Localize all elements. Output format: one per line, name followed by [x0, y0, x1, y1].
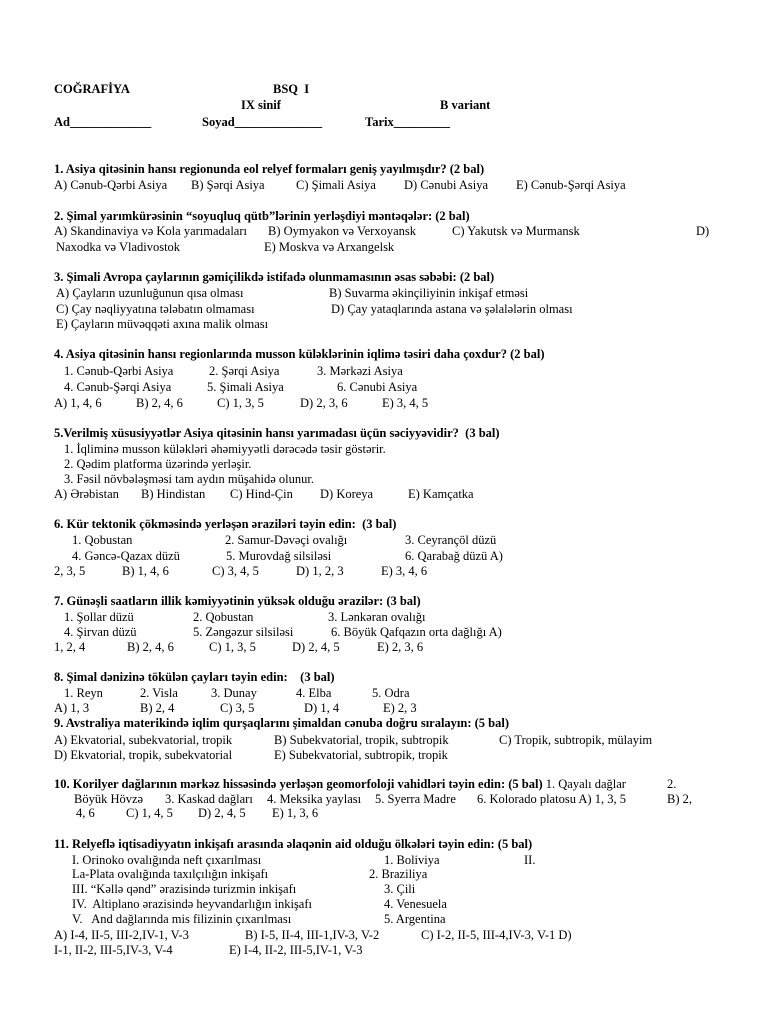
q6-item-4: 4. Gəncə-Qazax düzü: [72, 549, 180, 563]
q7-item-5: 5. Zəngəzur silsiləsi: [193, 625, 294, 639]
q9-option-a: A) Ekvatorial, subekvatorial, tropik: [54, 733, 233, 747]
q5-item-3: 3. Fəsil növbələşməsi tam aydın müşahidə olunur.: [64, 472, 314, 486]
question-9-title: 9. Avstraliya materikində iqlim qurşaqlarını şimaldan cənuba doğru sıralayın: (5 bal): [54, 716, 510, 730]
q10-item-2: Böyük Hövzə: [74, 792, 144, 806]
q10-option-d: D) 2, 4, 5: [198, 806, 246, 820]
date-field: Tarix_________: [365, 115, 450, 129]
question-6-title: 6. Kür tektonik çökməsində yerləşən əraziləri təyin edin: (3 bal): [54, 517, 397, 531]
q4-item-2: 2. Şərqi Asiya: [209, 364, 280, 378]
q2-option-c: C) Yakutsk və Murmansk: [452, 224, 580, 238]
q9-option-d: D) Ekvatorial, tropik, subekvatorial: [54, 748, 233, 762]
q11-right-3: 3. Çili: [384, 882, 416, 896]
q10-item-5: 5. Syerra Madre: [375, 792, 456, 806]
q11-left-3: III. “Kəllə qənd” ərazisində turizmin inkişafı: [72, 882, 297, 896]
q11-right-1: 1. Boliviya: [384, 853, 440, 867]
q5-option-e: E) Kamçatka: [408, 487, 474, 501]
question-5-title: 5.Verilmiş xüsusiyyətlər Asiya qitəsinin hansı yarımadası üçün səciyyəvidir? (3 bal): [54, 426, 500, 440]
q11-right-4: 4. Venesuela: [384, 897, 447, 911]
q9-option-b: B) Subekvatorial, tropik, subtropik: [274, 733, 449, 747]
q2-option-e: E) Moskva və Arxangelsk: [264, 240, 395, 254]
question-8-title: 8. Şimal dənizinə tökülən çayları təyin edin: (3 bal): [54, 670, 335, 684]
q4-item-3: 3. Mərkəzi Asiya: [317, 364, 403, 378]
q8-option-b: B) 2, 4: [140, 701, 175, 715]
q11-option-c: C) I-2, II-5, III-4,IV-3, V-1 D): [421, 928, 572, 942]
q11-option-d-text: I-1, II-2, III-5,IV-3, V-4: [54, 943, 173, 957]
question-11-title: 11. Relyeflə iqtisadiyyatın inkişafı arasında əlaqənin aid olduğu ölkələri təyin edin: (5 bal): [54, 837, 533, 851]
q7-item-6: 6. Böyük Qafqazın orta dağlığı A): [331, 625, 502, 639]
q1-option-c: C) Şimali Asiya: [296, 178, 376, 192]
q7-item-3: 3. Lənkəran ovalığı: [328, 610, 426, 624]
q1-option-a: A) Cənub-Qərbi Asiya: [54, 178, 168, 192]
q11-right-2: 2. Braziliya: [369, 867, 428, 881]
q6-option-b: B) 1, 4, 6: [122, 564, 169, 578]
q10-item-4: 4. Meksika yaylası: [267, 792, 362, 806]
q5-item-1: 1. İqliminə musson küləkləri əhəmiyyətli dərəcədə təsir göstərir.: [64, 442, 386, 456]
q7-item-1: 1. Şollar düzü: [64, 610, 134, 624]
question-4-title: 4. Asiya qitəsinin hansı regionlarında musson küləklərinin iqlimə təsiri daha çoxdur? (2 bal): [54, 347, 545, 361]
q11-left-1: I. Orinoko ovalığında neft çıxarılması: [72, 853, 262, 867]
q10-item-6: 6. Kolorado platosu A) 1, 3, 5: [477, 792, 626, 806]
q10-option-c: C) 1, 4, 5: [126, 806, 173, 820]
q9-option-e: E) Subekvatorial, subtropik, tropik: [274, 748, 448, 762]
q8-item-2: 2. Visla: [140, 686, 178, 700]
q4-item-6: 6. Cənubi Asiya: [337, 380, 418, 394]
q7-option-b: B) 2, 4, 6: [127, 640, 174, 654]
q6-item-3: 3. Ceyrançöl düzü: [405, 533, 497, 547]
question-10-line-1: [54, 777, 626, 792]
question-10-title: 10. Korilyer dağlarının mərkəz hissəsində yerləşən geomorfoloji vahidləri təyin edin: (5 bal): [54, 777, 543, 791]
q11-option-a: A) I-4, II-5, III-2,IV-1, V-3: [54, 928, 189, 942]
q7-option-c: C) 1, 3, 5: [209, 640, 256, 654]
q5-option-b: B) Hindistan: [141, 487, 206, 501]
q4-option-b: B) 2, 4, 6: [136, 396, 183, 410]
q3-option-b: B) Suvarma əkinçiliyinin inkişaf etməsi: [329, 286, 529, 300]
q3-option-e: E) Çayların müvəqqəti axına malik olması: [56, 317, 269, 331]
q11-left-5: V. And dağlarında mis filizinin çıxarılması: [72, 912, 292, 926]
q2-option-d-text: Naxodka və Vladivostok: [56, 240, 181, 254]
q6-option-c: C) 3, 4, 5: [212, 564, 259, 578]
q8-item-1: 1. Reyn: [64, 686, 103, 700]
q4-option-c: C) 1, 3, 5: [217, 396, 264, 410]
q8-item-3: 3. Dunay: [211, 686, 257, 700]
q5-item-2: 2. Qədim platforma üzərində yerləşir.: [64, 457, 252, 471]
test-name: BSQ I: [273, 82, 310, 96]
q5-option-c: C) Hind-Çin: [230, 487, 293, 501]
q2-option-b: B) Oymyakon və Verxoyansk: [268, 224, 417, 238]
question-7-title: 7. Günəşli saatların illik kəmiyyətinin yüksək olduğu ərazilər: (3 bal): [54, 594, 421, 608]
name-field: Ad_____________: [54, 115, 152, 129]
q8-item-5: 5. Odra: [372, 686, 410, 700]
q7-option-a-text: 1, 2, 4: [54, 640, 86, 654]
q7-option-d: D) 2, 4, 5: [292, 640, 340, 654]
q4-item-5: 5. Şimali Asiya: [207, 380, 284, 394]
q11-left-2: La-Plata ovalığında taxılçılığın inkişafı: [72, 867, 269, 881]
q3-option-a: A) Çayların uzunluğunun qısa olması: [56, 286, 244, 300]
q10-item-2-num: 2.: [667, 777, 677, 791]
q6-option-a-text: 2, 3, 5: [54, 564, 86, 578]
q4-item-4: 4. Cənub-Şərqi Asiya: [64, 380, 172, 394]
question-1-title: 1. Asiya qitəsinin hansı regionunda eol relyef formaları geniş yayılmışdır? (2 bal): [54, 162, 485, 176]
q7-option-e: E) 2, 3, 6: [377, 640, 424, 654]
q3-option-d: D) Çay yataqlarında astana və şəlalələrin olması: [331, 302, 573, 316]
q6-item-6: 6. Qarabağ düzü A): [405, 549, 503, 563]
q7-item-4: 4. Şirvan düzü: [64, 625, 137, 639]
q10-option-b: B) 2,: [667, 792, 692, 806]
q8-item-4: 4. Elba: [296, 686, 332, 700]
q7-item-2: 2. Qobustan: [193, 610, 254, 624]
q5-option-a: A) Ərəbistan: [54, 487, 119, 501]
q6-item-5: 5. Murovdağ silsiləsi: [226, 549, 332, 563]
q4-option-d: D) 2, 3, 6: [300, 396, 348, 410]
question-2-title: 2. Şimal yarımkürəsinin “soyuqluq qütb”lərinin yerləşdiyi məntəqələr: (2 bal): [54, 209, 470, 223]
q2-option-d: D): [696, 224, 710, 238]
question-3-title: 3. Şimali Avropa çaylarının gəmiçilikdə istifadə olunmamasının əsas səbəbi: (2 bal): [54, 270, 495, 284]
q10-option-b-text: 4, 6: [76, 806, 95, 820]
q6-option-d: D) 1, 2, 3: [296, 564, 344, 578]
q10-item-3: 3. Kaskad dağları: [165, 792, 253, 806]
q11-left-4: IV. Altiplano ərazisində heyvandarlığın inkişafı: [72, 897, 312, 911]
q3-option-c: C) Çay nəqliyyatına tələbatın olmaması: [56, 302, 255, 316]
q1-option-b: B) Şərqi Asiya: [191, 178, 265, 192]
q4-option-a: A) 1, 4, 6: [54, 396, 102, 410]
grade-label: IX sinif: [241, 98, 281, 112]
q4-option-e: E) 3, 4, 5: [382, 396, 429, 410]
q11-roman-ii: II.: [524, 853, 536, 867]
q2-option-a: A) Skandinaviya və Kola yarımadaları: [54, 224, 247, 238]
q1-option-d: D) Cənubi Asiya: [404, 178, 489, 192]
surname-field: Soyad______________: [202, 115, 323, 129]
q5-option-d: D) Koreya: [320, 487, 374, 501]
q6-item-1: 1. Qobustan: [72, 533, 133, 547]
q10-item-1: 1. Qayalı dağlar: [545, 777, 626, 791]
q6-item-2: 2. Samur-Dəvəçi ovalığı: [225, 533, 348, 547]
variant-label: B variant: [440, 98, 491, 112]
q4-item-1: 1. Cənub-Qərbi Asiya: [64, 364, 174, 378]
q9-option-c: C) Tropik, subtropik, mülayim: [499, 733, 653, 747]
q1-option-e: E) Cənub-Şərqi Asiya: [516, 178, 626, 192]
subject-title: COĞRAFİYA: [54, 82, 130, 96]
q10-option-e: E) 1, 3, 6: [272, 806, 319, 820]
q8-option-c: C) 3, 5: [220, 701, 255, 715]
q8-option-d: D) 1, 4: [304, 701, 340, 715]
q8-option-e: E) 2, 3: [383, 701, 417, 715]
q11-right-5: 5. Argentina: [384, 912, 446, 926]
q8-option-a: A) 1, 3: [54, 701, 90, 715]
q11-option-e: E) I-4, II-2, III-5,IV-1, V-3: [229, 943, 363, 957]
q11-option-b: B) I-5, II-4, III-1,IV-3, V-2: [245, 928, 380, 942]
q6-option-e: E) 3, 4, 6: [381, 564, 428, 578]
